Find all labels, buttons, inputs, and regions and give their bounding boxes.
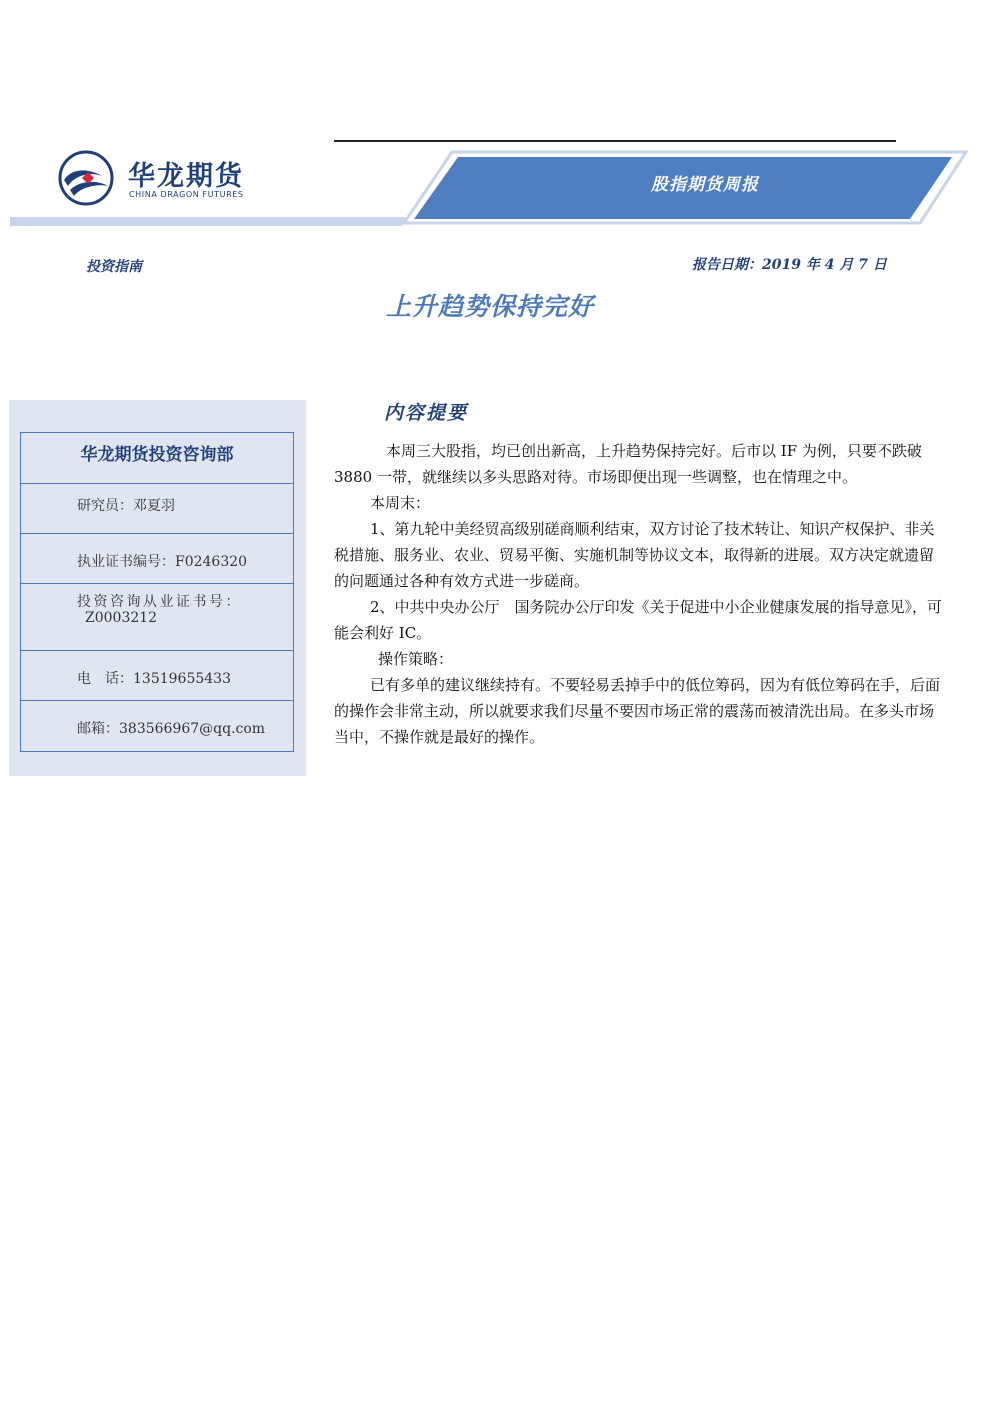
guide-label: 投资指南: [86, 259, 142, 275]
logo-english-name: CHINA DRAGON FUTURES: [129, 190, 244, 199]
report-type: 股指期货周报: [651, 175, 759, 195]
summary-paragraph-5: 操作策略：: [378, 650, 454, 668]
contact-table: [20, 432, 294, 752]
summary-paragraph-1: 本周三大股指，均已创出新高，上升趋势保持完好。后市以 IF 为例，只要不跌破 3880 一带，就继续以多头思路对待。市场即便出现一些调整，也在情理之中。: [334, 442, 922, 486]
researcher-name: 研究员：邓夏羽: [21, 484, 293, 534]
qualification-number: [21, 584, 293, 651]
dragon-logo-icon: [58, 150, 114, 206]
page-title: 上升趋势保持完好: [385, 292, 594, 321]
phone-number: 电 话：13519655433: [21, 651, 293, 701]
license-number: 执业证书编号：F0246320: [21, 534, 293, 584]
qualification-label: 投资咨询从业证书号：: [77, 594, 242, 610]
department-name: 华龙期货投资咨询部: [21, 433, 293, 484]
logo-chinese-name: 华龙期货: [128, 161, 244, 192]
summary-paragraph-6: 已有多单的建议继续持有。不要轻易丢掉手中的低位筹码，因为有低位筹码在手，后面的操作会非常主动，所以就要求我们尽量不要因市场正常的震荡而被清洗出局。在多头市场当中，不操作就是最好的操作。: [334, 676, 941, 746]
top-rule: [334, 140, 896, 142]
summary-paragraph-4: 2、中共中央办公厅 国务院办公厅印发《关于促进中小企业健康发展的指导意见》，可能会利好 IC。: [334, 598, 943, 642]
band-light-stripe: [10, 217, 410, 226]
email-address: 邮箱：383566967@qq.com: [77, 721, 266, 737]
company-logo: [58, 150, 258, 210]
summary-heading: 内容提要: [384, 402, 469, 424]
qualification-value: Z0003212: [85, 610, 158, 626]
summary-paragraph-2: 本周末：: [370, 494, 431, 512]
report-date: 报告日期：2019 年 4 月 7 日: [692, 257, 887, 273]
summary-body: [334, 438, 948, 750]
summary-paragraph-3: 1、第九轮中美经贸高级别磋商顺利结束，双方讨论了技术转让、知识产权保护、非关税措施、服务业、农业、贸易平衡、实施机制等协议文本，取得新的进展。双方决定就遗留的问题通过各种有效方式进一步磋商。: [334, 520, 935, 590]
